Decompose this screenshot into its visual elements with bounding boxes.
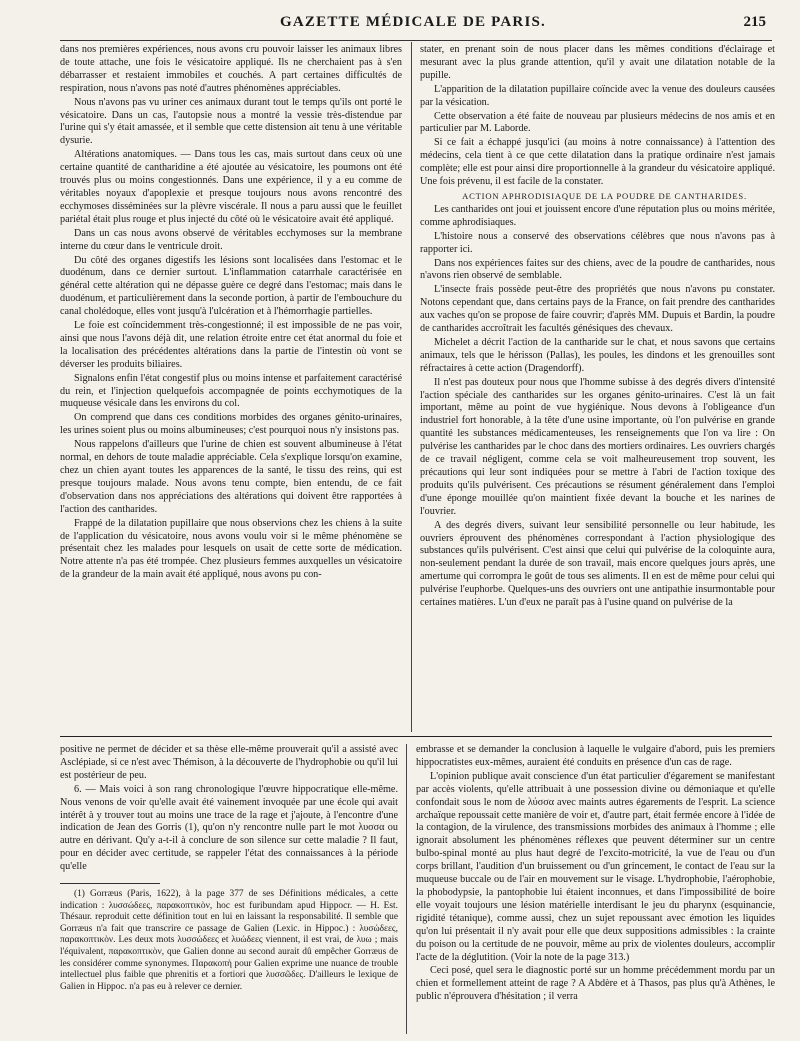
paragraph: L'insecte frais possède peut-être des propriétés que nous n'avons pu constater. Notons cependant que, dans certains pays de la France, on fait prendre des cantharides aux vaches qu'on se propose de faire couvrir; d'après MM. Dupuis et Bardin, la poudre de cantharides accroîtrait les facultés génésiques des chevaux. (420, 284, 775, 335)
column-right-top (420, 44, 775, 732)
paragraph: On comprend que dans ces conditions morbides des organes génito-urinaires, les urines soient plus ou moins albumineuses; c'est pourquoi nous n'y insistons pas. (60, 412, 402, 437)
column-left-top (60, 44, 402, 732)
feuilleton-rule (60, 736, 772, 737)
paragraph: Dans nos expériences faites sur des chiens, avec de la poudre de cantharides, nous n'avons rien observé de semblable. (420, 257, 775, 282)
paragraph: Signalons enfin l'état congestif plus ou moins intense et parfaitement caractérisé du rein, et l'injection quelquefois accompagnée de points ecchymotiques de la muqueuse vésicale dans les environs du col. (60, 372, 402, 410)
paragraph: Du côté des organes digestifs les lésions sont localisées dans l'estomac et le duodénum, dans ce dernier surtout. L'inflammation catarrhale caractérisée en général cette altération qui ne dépasse guère ce degré dans l'estomac; mais dans le duodénum, et particulièrement dans la seconde portion, à partir de l'embouchure du canal cholédoque, elles vont jusqu'à l'ulcération et à l'hémorrhagie partielles. (60, 254, 402, 318)
paragraph: Dans un cas nous avons observé de véritables ecchymoses sur la membrane interne du cœur dans le ventricule droit. (60, 227, 402, 252)
column-divider-bottom (406, 744, 407, 1034)
section-heading: ACTION APHRODISIAQUE DE LA POUDRE DE CANTHARIDES. (462, 190, 747, 201)
paragraph: Cette observation a été faite de nouveau par plusieurs médecins de nos amis et en particulier par M. Laborde. (420, 110, 775, 135)
paragraph: Les cantharides ont joui et jouissent encore d'une réputation plus ou moins méritée, comme aphrodisiaques. (420, 203, 775, 228)
paragraph: stater, en prenant soin de nous placer dans les mêmes conditions d'éclairage et mesurant avec la plus grande attention, qu'il y avait une dilatation notable de la pupille. (420, 44, 775, 81)
paragraph: L'apparition de la dilatation pupillaire coïncide avec la venue des douleurs causées par la vésication. (420, 83, 775, 108)
paragraph: Altérations anatomiques. — Dans tous les cas, mais surtout dans ceux où une certaine quantité de cantharidine a été ajoutée au vésicatoire, les poumons ont été trouvés plus ou moins congestionnés. Dans une expérience, il y a eu comme de véritables noyaux d'apoplexie et presque toujours nous avons rencontré des ecchymoses disséminées sur la plèvre viscérale. Il nous a paru aussi que le feuillet pariétal était plus rouge et plus injecté du côté où le vésicatoire avait été appliqué. (60, 149, 402, 225)
paragraph: Nous n'avons pas vu uriner ces animaux durant tout le temps qu'ils ont porté le vésicatoire. Dans un cas, l'autopsie nous a montré la vessie très-distendue par l'urine qui s'y était amassée, et il semble que cette distension ait tenu à une véritable dysurie. (60, 96, 402, 147)
paragraph: dans nos premières expériences, nous avons cru pouvoir laisser les animaux libres de toute attache, une fois le vésicatoire appliqué. Ils ne cherchaient pas à s'en débarrasser et restaient immobiles et couchés. A part certaines difficultés de respiration, nous n'avons pas noté d'autres phénomènes appréciables. (60, 44, 402, 94)
paragraph: L'histoire nous a conservé des observations célèbres que nous n'avons pas à rapporter ici. (420, 230, 775, 255)
column-left-bottom (60, 744, 398, 1034)
paragraph: positive ne permet de décider et sa thèse elle-même prouverait qu'il a assisté avec Asclépiade, si ce n'est avec Thémison, à la découverte de l'hydrophobie ou qu'il lui est postérieur de peu. (60, 744, 398, 781)
column-divider (411, 42, 412, 732)
footnote: (1) Gorræus (Paris, 1622), à la page 377 de ses Définitions médicales, a cette indication : λυσσώδεες, παρακοπτικὸν, hoc est furibundam apud Hippocr. — H. Est. Thésaur. reproduit cette définition tout en lui en laissant la responsabilité. Il semble que Gorræus n'a fait que transcrire ce passage de Galien (Lexic. in Hippoc.) : λυσώδεες, παρακοπτικὸν. Les deux mots λυσσώδεες et λυώδεες viennent, il est vrai, de λυω ; mais l'équivalent, παρακοπτικὸν, que Galien donne au second aurait dû empêcher Gorræus de les considérer comme synonymes. Παρακοπὴ pour Galien exprime une nuance de trouble intellectuel plus faible que phrenitis et a fortiori que λυσσῶδες. D'ailleurs le lexique de Galien in Hippoc. n'a pas eu à relever ce dernier. (60, 889, 398, 992)
paragraph: 6. — Mais voici à son rang chronologique l'œuvre hippocratique elle-même. Nous venons de voir qu'elle avait été vainement invoquée par une école qui avait intérêt à y trouver tout au moins une trace de la rage et j'ajoute, à l'encontre d'une indication de Jean des Gorris (1), qu'on n'y rencontre nulle part le mot λυσσα ou autre en dérivant. Qu'y a-t-il à conclure de son silence sur cette maladie ? Il faut, pour en décider avec certitude, se rappeler l'état des connaissances à la période qu'elle (60, 783, 398, 873)
paragraph: Nous rappelons d'ailleurs que l'urine de chien est souvent albumineuse à l'état normal, en dehors de toute maladie appréciable. Cela s'explique lorsqu'on examine, chez un chien ayant toutes les apparences de la santé, le tissu des reins, qui est presque toujours malade. Nous avons tenu compte, bien entendu, de ce fait d'observation dans nos appréciations des altérations qui doivent être rapportées à l'action des cantharides. (60, 439, 402, 515)
paragraph: Il n'est pas douteux pour nous que l'homme subisse à des degrés divers d'intensité l'action spéciale des cantharides sur les organes génito-urinaires. C'est là un fait important, même au point de vue hygiénique. Nous devons à l'obligeance d'un industriel fort honorable, à la tête d'une usine importante, où l'on pulvérise en grande quantité les substances médicamenteuses, les renseignements que l'on va lire : On pulvérise les cantharides par le choc dans des mortiers ordinaires. Les ouvriers chargés de ce travail négligent, comme cela se voit malheureusement trop souvent, les précautions qui leur sont indiquées pour se mettre à l'abri de l'action toxique des produits qu'ils pulvérisent. Ces précautions se résument généralement dans l'emploi d'une éponge mouillée qu'on maintient fixée devant la bouche et les narines de l'ouvrier. (420, 376, 775, 517)
column-right-bottom (416, 744, 775, 1034)
paragraph: A des degrés divers, suivant leur sensibilité personnelle ou leur habitude, les ouvriers éprouvent des phénomènes correspondant à l'action physiologique des substances qu'ils pulvérisent. C'est ainsi que celui qui pulvérise de la coloquinte aura, non-seulement pendant la durée de son travail, mais encore quelques jours après, une amertume qui corrompra le goût de tous ses aliments. Il en est de même pour celui qui pulvérise l'euphorbe. Quelques-uns des ouvriers ont une antipathie insurmontable pour certaines matières. L'un d'eux ne paraît pas à l'usine quand on pulvérise de la (420, 519, 775, 609)
paragraph: Si ce fait a échappé jusqu'ici (au moins à notre connaissance) à l'attention des médecins, cela tient à ce que cette dilatation dans la pratique ordinaire n'est jamais complète; elle est pour ainsi dire proportionnelle à la grandeur du vésicatoire appliqué. Une fois prévenu, il est facile de la constater. (420, 137, 775, 188)
paragraph: Frappé de la dilatation pupillaire que nous observions chez les chiens à la suite de l'application du vésicatoire, nous avons voulu voir si le même phénomène se présentait chez les malades pour lesquels on usait de cette sorte de médication. Notre attente n'a pas été trompée. Chez plusieurs femmes auxquelles un vésicatoire de la grandeur de la main avait été appliqué, nous avons pu con- (60, 517, 402, 581)
page-number: 215 (743, 14, 766, 30)
paragraph: Le foie est coïncidemment très-congestionné; il est impossible de ne pas voir, ainsi que nous l'avons déjà dit, une relation étroite entre cet état anormal du foie et la localisation des précédentes altérations dans la partie de l'intestin où vont se déverser les produits biliaires. (60, 320, 402, 370)
publication-title: GAZETTE MÉDICALE DE PARIS. (280, 14, 546, 30)
page-header (56, 6, 770, 36)
footnote-rule (60, 883, 160, 884)
paragraph: Ceci posé, quel sera le diagnostic porté sur un homme précédemment mordu par un chien et formellement atteint de rage ? A Abdère et à Thasos, pas plus qu'à Athènes, le public n'éprouvera d'hésitation ; il verra (416, 965, 775, 1003)
paragraph: embrasse et se demander la conclusion à laquelle le vulgaire d'abord, puis les premiers hippocratistes eux-mêmes, auraient été conduits en présence d'un cas de rage. (416, 744, 775, 768)
header-rule (60, 40, 772, 41)
paragraph: L'opinion publique avait conscience d'un état particulier d'égarement se manifestant par accès violents, qu'elle attribuait à une possession divine ou démoniaque et qu'elle confondait sous le nom de λύσσα avec maints autres égarements de l'esprit. La science archaïque repoussait cette manière de voir et, d'autre part, était fermée encore à l'idée de la contagion, de la virulence, des transmissions morbides des animaux à l'homme ; elle ignorait absolument les phénomènes réflexes que peuvent déterminer sur un centre bulbo-spinal monté au plus haut degré de l'excito-motricité, la vue de l'eau ou d'un corps brillant, l'audition d'un bruissement ou d'un grincement, le contact de l'eau sur la muqueuse buccale ou de l'air en mouvement sur le visage. L'hydrophobie, l'aérophobie, la phobodypsie, la pantophobie lui étaient inconnues, et dans l'impossibilité de boire elle voyait toujours une lésion matérielle interdisant le jeu du pharynx (esquinancie, rigidité tétanique), comme aussi, chez un sujet repoussant avec émotion les liquides qu'on lui présentait il n'y avait pour elle que deux suppositions admissibles : la crainte du poison ou la certitude de ne pouvoir, même au prix de violentes douleurs, accomplir l'acte de la déglutition. (Voir la note de la page 313.) (416, 770, 775, 963)
paragraph: Michelet a décrit l'action de la cantharide sur le chat, et nous savons que certains animaux, tels que le hérisson (Pallas), les poules, les dindons et les grenouilles sont réfractaires à cette action (Dragendorff). (420, 336, 775, 374)
